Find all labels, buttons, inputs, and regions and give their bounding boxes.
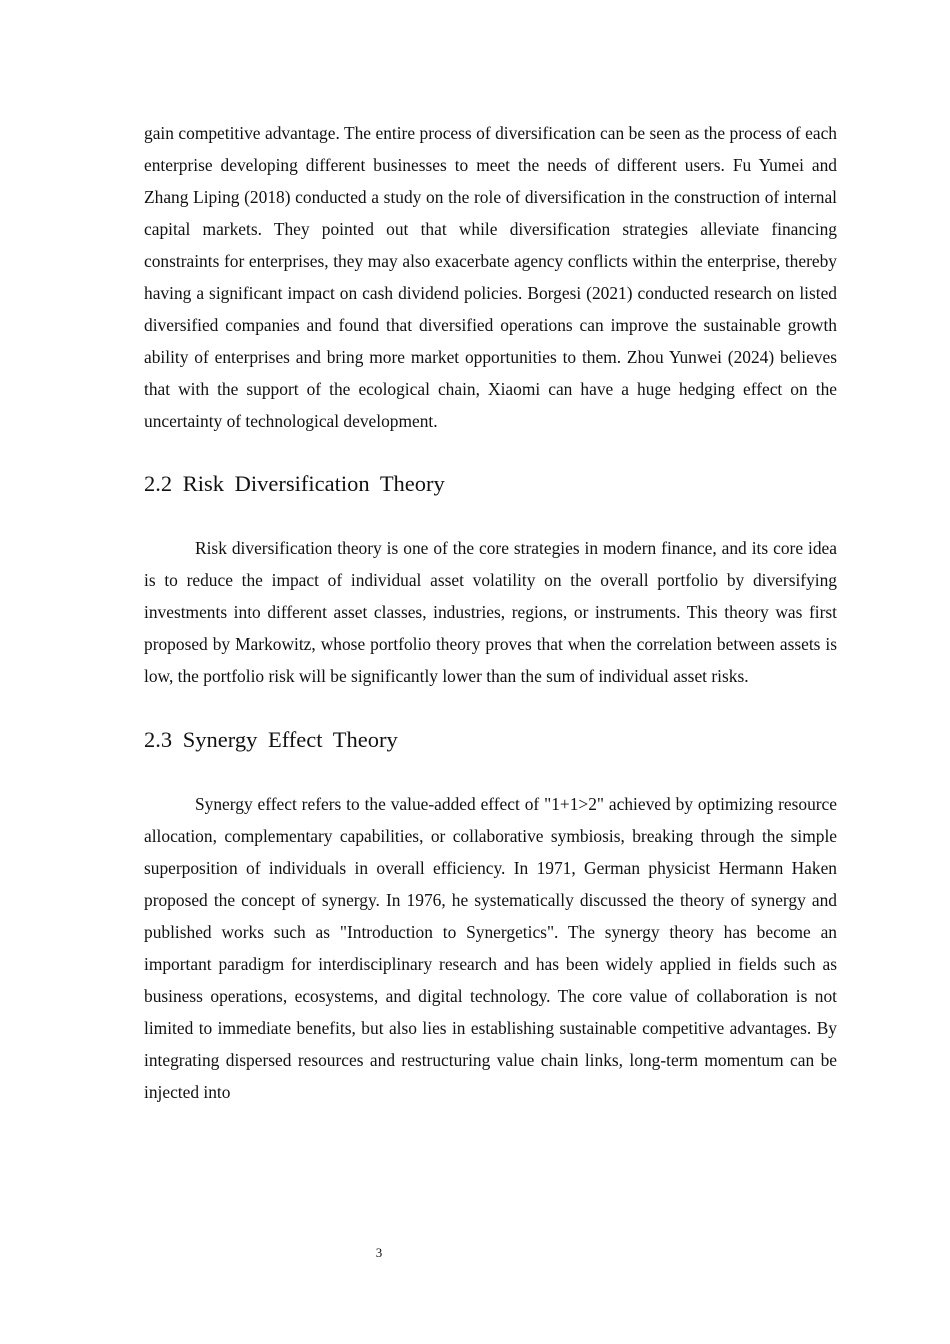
page-number: 3	[375, 1245, 383, 1260]
section-2-3-paragraph: Synergy effect refers to the value-added effect of "1+1>2" achieved by optimizing resource allocation, complementary capabilities, or collaborative symbiosis, breaking through the simple superposition of individuals in overall efficiency. In 1971, German physicist Hermann Haken proposed the concept of synergy. In 1976, he systematically discussed the theory of synergy and published works such as "Introduction to Synergetics". The synergy theory has become an important paradigm for interdisciplinary research and has been widely applied in fields such as business operations, ecosystems, and digital technology. The core value of collaboration is not limited to immediate benefits, but also lies in establishing sustainable competitive advantages. By integrating dispersed resources and restructuring value chain links, long-term momentum can be injected into	[144, 794, 837, 1102]
section-heading-2-3: 2.3 Synergy Effect Theory	[144, 727, 398, 752]
section-heading-2-2: 2.2 Risk Diversification Theory	[144, 471, 445, 496]
body-paragraph-continuation: gain competitive advantage. The entire process of diversification can be seen as the process of each enterprise developing different businesses to meet the needs of different users. Fu Yumei and Zhang Liping (2018) conducted a study on the role of diversification in the construction of internal capital markets. They pointed out that while diversification strategies alleviate financing constraints for enterprises, they may also exacerbate agency conflicts within the enterprise, thereby having a significant impact on cash dividend policies. Borgesi (2021) conducted research on listed diversified companies and found that diversified operations can improve the sustainable growth ability of enterprises and bring more market opportunities to them. Zhou Yunwei (2024) believes that with the support of the ecological chain, Xiaomi can have a huge hedging effect on the uncertainty of technological development.	[144, 123, 837, 431]
section-2-2-paragraph: Risk diversification theory is one of the core strategies in modern finance, and its core idea is to reduce the impact of individual asset volatility on the overall portfolio by diversifying investments into different asset classes, industries, regions, or instruments. This theory was first proposed by Markowitz, whose portfolio theory proves that when the correlation between assets is low, the portfolio risk will be significantly lower than the sum of individual asset risks.	[144, 538, 837, 686]
document-page	[144, 117, 837, 1108]
